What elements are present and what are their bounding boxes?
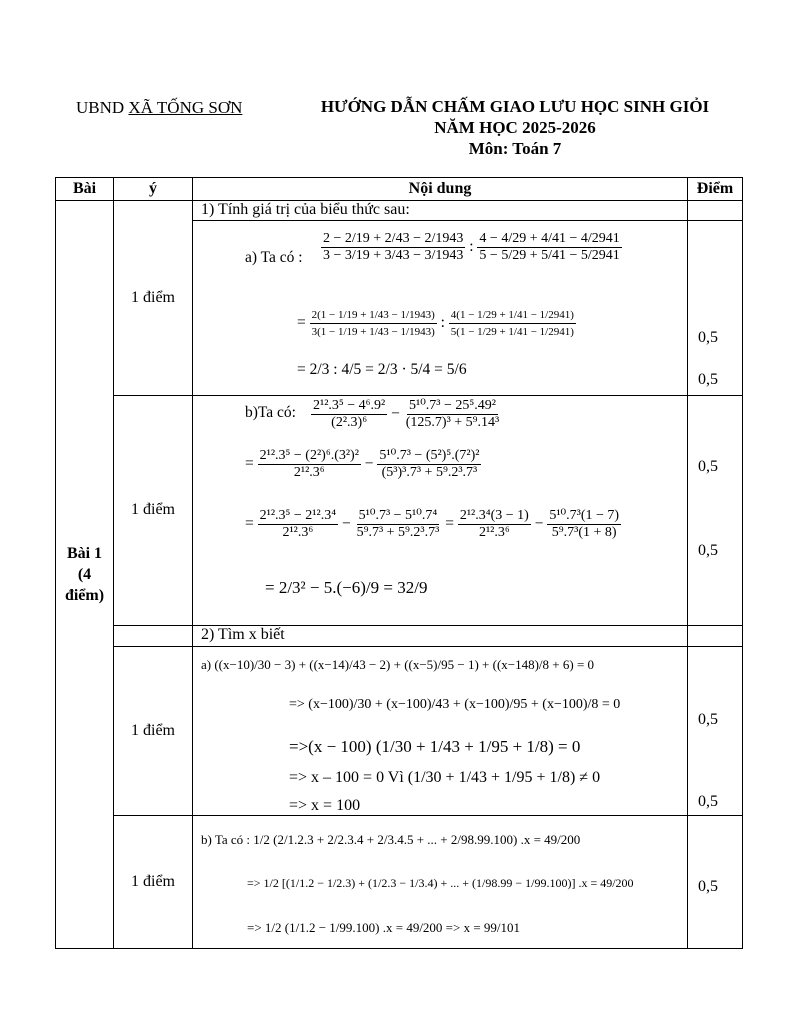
content-1a [193,221,688,396]
y-label: 1 điểm [131,289,175,307]
a1-expression: $\frac{2 - 2/19 + 2/43 - 2/1943}{3 - 3/19 + 3/43 - 3/1943}$ : $\frac{4 - 4/29 + 4/41 - 4/2941}{5 - 5/29 + 5/41 - 5/2941}$ [323,231,620,264]
org-prefix: UBND [76,98,129,117]
document-title [305,96,725,159]
score-b1-2: 0,5 [698,542,718,560]
y-cell-1b [114,396,193,625]
part2-title: 2) Tìm x biết [193,625,688,646]
a1-step2: = $\frac{2(1 - 1/19 + 1/43 - 1/1943)}{3(1 - 1/19 + 1/43 - 1/1943)}$ : $\frac{4(1 - 1/29 + 1/41 - 1/2941)}{5(1 - 1/29 + 1/41 - 1/2941)}$ [297,309,574,339]
table-row [56,396,743,625]
col-header-diem: Điểm [688,178,743,201]
score-cell [688,396,743,625]
bai-points-open: (4 [77,566,92,583]
a2-line5: => x = 100 [289,796,361,814]
title-line-1: HƯỚNG DẪN CHẤM GIAO LƯU HỌC SINH GIỎI [320,97,710,116]
table-row [56,201,743,221]
score-cell [688,815,743,948]
content-2b [193,815,688,948]
content-1b [193,396,688,625]
y-empty [114,625,193,646]
diem-empty [688,201,743,221]
b1-step3: = $\frac{\text{2¹².3⁵ − 2¹².3⁴}}{\text{2¹².3⁶}}$ − $\frac{\text{5¹⁰.7³ − 5¹⁰.7⁴}}{\text{5⁹.7³ + 5⁹.2³.7³}}$ = $\frac{\text{2¹².3⁴(3 − 1)}}{\text{2¹².3⁶}}$ − $\frac{\text{5¹⁰.7³(1 − 7)}}{\text{5⁹.7³(1 + 8)}}$ [245,508,620,541]
a2-line2: => (x−100)/30 + (x−100)/43 + (x−100)/95 + (x−100)/8 = 0 [289,696,621,712]
grading-table [55,177,743,949]
title-line-3: Môn: Toán 7 [468,139,562,158]
a1-step2-equals: = [297,314,306,332]
table-header-row [56,178,743,201]
org-name: XÃ TỐNG SƠN [128,98,243,117]
score-b2-1: 0,5 [698,877,718,895]
score-b1-1: 0,5 [698,458,718,476]
b1-intro: b)Ta có: [245,404,296,422]
bai-points-close: điểm) [64,587,105,604]
y-cell-2a [114,646,193,815]
table-row [56,646,743,815]
diem-empty [688,625,743,646]
col-header-y: ý [114,178,193,201]
y-label: 1 điểm [131,501,175,519]
y-label: 1 điểm [131,721,175,739]
score-a1-2: 0,5 [698,371,718,389]
y-empty [114,201,193,396]
a2-line1: a) ((x−10)/30 − 3) + ((x−14)/43 − 2) + ((x−5)/95 − 1) + ((x−148)/8 + 6) = 0 [201,656,595,672]
score-cell [688,221,743,396]
a2-line4: => x – 100 = 0 Vì (1/30 + 1/43 + 1/95 + 1/8) ≠ 0 [289,768,601,786]
col-header-noi-dung: Nội dung [193,178,688,201]
table-row [56,815,743,948]
b1-expression: $\frac{\text{2¹².3⁵ − 4⁶.9²}}{\text{(2².3)⁶}}$ − $\frac{\text{5¹⁰.7³ − 25⁵.49²}}{\text{(125.7)³ + 5⁹.14³}}$ [313,398,500,431]
table-row [56,625,743,646]
y-label: 1 điểm [131,872,175,890]
score-a2-2: 0,5 [698,792,718,810]
b1-step2: = $\frac{\text{2¹².3⁵ − (2²)⁶.(3²)²}}{\text{2¹².3⁶}}$ − $\frac{\text{5¹⁰.7³ − (5²)⁵.(7²)²}}{\text{(5³)³.7³ + 5⁹.2³.7³}}$ [245,448,480,481]
content-2a [193,646,688,815]
title-line-2: NĂM HỌC 2025-2026 [434,118,596,137]
score-a2-1: 0,5 [698,710,718,728]
b2-line3: => 1/2 (1/1.2 − 1/99.100) .x = 49/200 => x = 99/101 [247,919,521,935]
bai-label: Bài 1 [66,545,103,562]
a1-result: = 2/3 : 4/5 = 2/3 · 5/4 = 5/6 [297,361,467,379]
a2-line3: =>(x − 100) (1/30 + 1/43 + 1/95 + 1/8) = 0 [289,736,581,756]
part1-title: 1) Tính giá trị của biểu thức sau: [193,201,688,221]
b2-line2: => 1/2 [(1/1.2 − 1/2.3) + (1/2.3 − 1/3.4) + ... + (1/98.99 − 1/99.100)] .x = 49/200 [247,875,634,890]
a1-intro: a) Ta có : [245,249,303,267]
b1-result: = 2/3² − 5.(−6)/9 = 32/9 [265,578,428,598]
score-a1-1: 0,5 [698,329,718,347]
score-cell [688,646,743,815]
y-cell-2b [114,815,193,948]
b2-line1: b) Ta có : 1/2 (2/1.2.3 + 2/2.3.4 + 2/3.4.5 + ... + 2/98.99.100) .x = 49/200 [201,831,581,847]
bai-1-cell [56,201,114,949]
organization-label [76,98,242,118]
col-header-bai: Bài [56,178,114,201]
